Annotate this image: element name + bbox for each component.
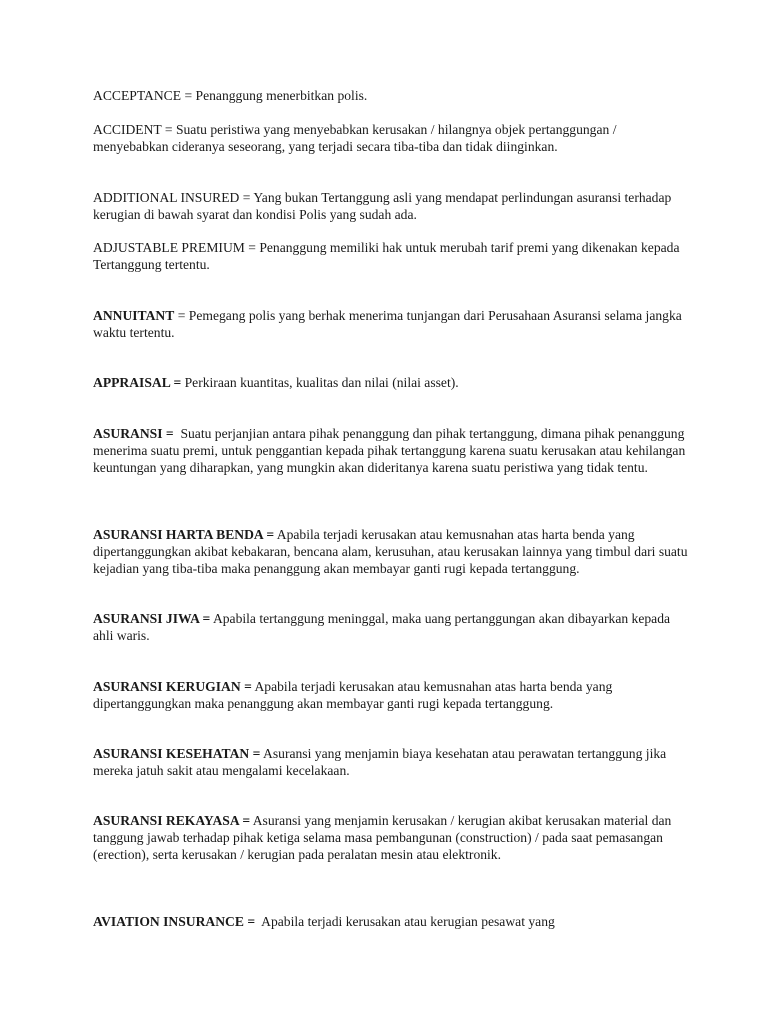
glossary-definition: Apabila tertanggung meninggal, maka uang pertanggungan akan dibayarkan kepada ahli waris.: [93, 611, 671, 643]
glossary-entry-appraisal: [93, 374, 693, 391]
glossary-entry-annuitant: [93, 307, 693, 341]
glossary-entry-asuransi-kesehatan: [93, 745, 693, 779]
glossary-term: ASURANSI KESEHATAN =: [93, 746, 261, 761]
glossary-entry-acceptance: [93, 87, 693, 104]
glossary-entry-asuransi: [93, 425, 693, 476]
glossary-entry-asuransi-kerugian: [93, 678, 693, 712]
glossary-term: ASURANSI =: [93, 426, 174, 441]
glossary-term: ACCEPTANCE: [93, 88, 182, 103]
glossary-term: ASURANSI HARTA BENDA =: [93, 527, 275, 542]
glossary-definition: Asuransi yang menjamin biaya kesehatan atau perawatan tertanggung jika mereka jatuh sakit atau mengalami kecelakaan.: [93, 746, 667, 778]
glossary-definition: Asuransi yang menjamin kerusakan / kerugian akibat kerusakan material dan tanggung jawab terhadap pihak ketiga selama masa pembangunan (construction) / pada saat pemasangan (erection), serta kerusakan / kerugian pada peralatan mesin atau elektronik.: [93, 813, 672, 862]
glossary-term: ASURANSI KERUGIAN =: [93, 679, 252, 694]
glossary-entry-additional-insured: [93, 189, 693, 223]
glossary-definition: Pemegang polis yang berhak menerima tunjangan dari Perusahaan Asuransi selama jangka waktu tertentu.: [93, 308, 682, 340]
term-separator: =: [239, 190, 254, 205]
glossary-entry-asuransi-jiwa: [93, 610, 693, 644]
glossary-definition: Penanggung memiliki hak untuk merubah tarif premi yang dikenakan kepada Tertanggung tertentu.: [93, 240, 680, 272]
glossary-definition: Perkiraan kuantitas, kualitas dan nilai (nilai asset).: [184, 375, 459, 390]
glossary-definition: Apabila terjadi kerusakan atau kemusnahan atas harta benda yang dipertanggungkan akibat kebakaran, bencana alam, kerusuhan, atau kerusakan lainnya yang timbul dari suatu kejadian yang tiba-tiba maka penanggung akan membayar ganti rugi kepada tertanggung.: [93, 527, 688, 576]
glossary-term: ANNUITANT: [93, 308, 175, 323]
glossary-definition: Apabila terjadi kerusakan atau kerugian pesawat yang: [261, 914, 555, 929]
glossary-entry-adjustable-premium: [93, 239, 693, 273]
glossary-term: AVIATION INSURANCE =: [93, 914, 256, 929]
glossary-definition: Suatu peristiwa yang menyebabkan kerusakan / hilangnya objek pertanggungan / menyebabkan cideranya seseorang, yang terjadi secara tiba-tiba dan tidak diinginkan.: [93, 122, 617, 154]
glossary-term: ACCIDENT: [93, 122, 162, 137]
glossary-term: ASURANSI JIWA =: [93, 611, 211, 626]
glossary-term: ADDITIONAL INSURED: [93, 190, 240, 205]
glossary-definition: Yang bukan Tertanggung asli yang mendapat perlindungan asuransi terhadap kerugian di bawah syarat dan kondisi Polis yang sudah ada.: [93, 190, 672, 222]
term-separator: =: [174, 308, 189, 323]
term-separator: =: [181, 88, 196, 103]
glossary-term: ASURANSI REKAYASA =: [93, 813, 251, 828]
glossary-definition: Suatu perjanjian antara pihak penanggung dan pihak tertanggung, dimana pihak penanggung menerima suatu premi, untuk penggantian kepada pihak tertanggung karena suatu kerusakan atau kehilangan keuntungan yang diharapkan, yang mungkin akan dideritanya karena suatu peristiwa yang tidak tentu.: [93, 426, 686, 475]
term-separator: =: [244, 240, 260, 255]
glossary-entry-asuransi-harta-benda: [93, 526, 693, 577]
glossary-definition: Apabila terjadi kerusakan atau kemusnahan atas harta benda yang dipertanggungkan maka penanggung akan membayar ganti rugi kepada tertanggung.: [93, 679, 613, 711]
glossary-entry-asuransi-rekayasa: [93, 812, 693, 863]
glossary-entry-accident: [93, 121, 693, 155]
glossary-entry-aviation-insurance: [93, 913, 693, 930]
glossary-term: ADJUSTABLE PREMIUM: [93, 240, 245, 255]
glossary-definition: Penanggung menerbitkan polis.: [195, 88, 368, 103]
term-separator: =: [161, 122, 176, 137]
glossary-term: APPRAISAL =: [93, 375, 182, 390]
